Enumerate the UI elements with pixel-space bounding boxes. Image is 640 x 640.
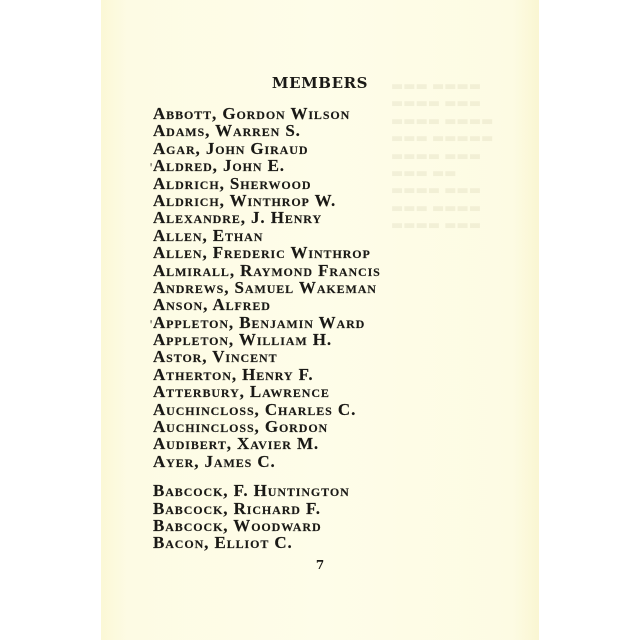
members-list — [150, 104, 381, 553]
list-item: Andrews, Samuel Wakeman — [153, 277, 377, 297]
list-item-text: Appleton, Benjamin Ward — [153, 312, 366, 332]
bleed-through-text: ▬▬▬ ▬▬▬▬ ▬▬▬▬ ▬▬▬ ▬▬▬▬ ▬▬▬▬ ▬▬▬ ▬▬▬▬▬ ▬▬▬▬ ▬▬▬ ▬▬▬ ▬▬ ▬▬▬▬ ▬▬▬ ▬▬▬ ▬▬▬▬ ▬▬▬▬ ▬▬▬ — [391, 79, 494, 234]
list-item: Adams, Warren S. — [153, 121, 301, 141]
list-item: Atherton, Henry F. — [153, 364, 314, 384]
book-page — [101, 0, 539, 640]
page-title — [101, 74, 539, 92]
list-item: Allen, Ethan — [153, 225, 264, 245]
list-item-text: Aldred, John E. — [153, 156, 285, 176]
list-item: Appleton, William H. — [153, 330, 332, 350]
page-number: 7 — [315, 558, 325, 572]
list-item: Astor, Vincent — [153, 347, 278, 367]
list-item: Babcock, F. Huntington — [153, 481, 350, 501]
list-item: Bacon, Elliot C. — [153, 533, 293, 553]
page-title-text: MEMBERS — [271, 74, 369, 92]
list-item: Babcock, Woodward — [153, 515, 322, 535]
list-item: Babcock, Richard F. — [153, 498, 321, 518]
list-item: Almirall, Raymond Francis — [153, 260, 381, 280]
list-item: Auchincloss, Charles C. — [153, 399, 357, 419]
list-item: Agar, John Giraud — [153, 138, 309, 158]
list-item: Atterbury, Lawrence — [153, 382, 330, 402]
list-item: Auchincloss, Gordon — [153, 417, 329, 437]
list-item: Alexandre, J. Henry — [153, 208, 323, 228]
list-item: Audibert, Xavier M. — [153, 434, 320, 454]
list-item: Ayer, James C. — [153, 451, 276, 471]
list-item: Aldrich, Sherwood — [153, 173, 312, 193]
list-item: Anson, Alfred — [153, 295, 271, 315]
list-item: 'Aldred, John E. — [150, 156, 285, 176]
list-item: Allen, Frederic Winthrop — [153, 243, 371, 263]
list-item: Aldrich, Winthrop W. — [153, 190, 337, 210]
list-item: Abbott, Gordon Wilson — [153, 104, 351, 123]
list-item: 'Appleton, Benjamin Ward — [150, 312, 366, 332]
